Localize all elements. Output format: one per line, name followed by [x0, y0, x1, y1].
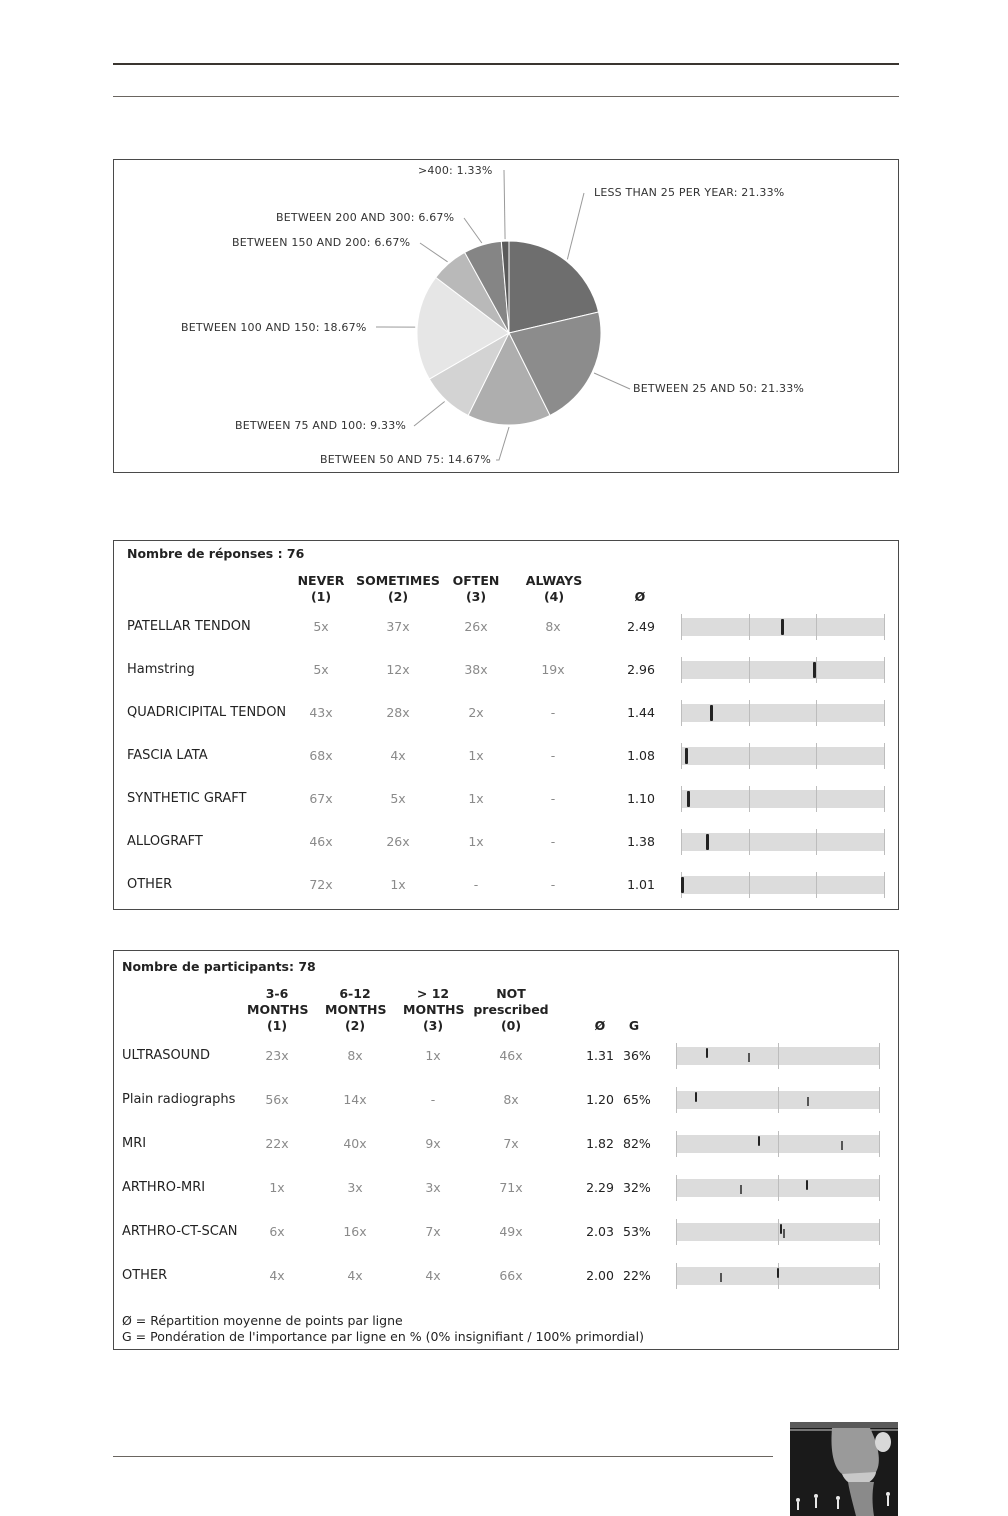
- grafts-count-cell: 1x: [468, 748, 484, 763]
- imaging-col-weight: G: [628, 1018, 640, 1033]
- bar-gridline: [879, 1131, 880, 1157]
- imaging-row-label: OTHER: [122, 1268, 168, 1283]
- imaging-count-cell: 1x: [425, 1048, 441, 1063]
- header-rule-second: [113, 96, 899, 97]
- imaging-mean-marker: [780, 1224, 782, 1234]
- grafts-mean-bar: [681, 833, 884, 851]
- imaging-weight-marker: [720, 1273, 722, 1282]
- grafts-table-title: Nombre de réponses : 76: [127, 546, 305, 561]
- grafts-table-panel: [113, 540, 899, 910]
- bar-gridline: [749, 614, 750, 640]
- bar-gridline: [884, 700, 885, 726]
- imaging-count-cell: 14x: [343, 1092, 367, 1107]
- bar-gridline: [778, 1043, 779, 1069]
- bar-gridline: [681, 786, 682, 812]
- pie-chart: [114, 160, 898, 472]
- imaging-weight-marker: [740, 1185, 742, 1194]
- bar-gridline: [778, 1175, 779, 1201]
- bar-gridline: [778, 1219, 779, 1245]
- imaging-weight-value: 22%: [623, 1268, 651, 1283]
- pie-leader-line: [420, 243, 448, 262]
- imaging-count-cell: 7x: [425, 1224, 441, 1239]
- imaging-mean-marker: [758, 1136, 760, 1146]
- bar-gridline: [816, 657, 817, 683]
- grafts-mean-value: 1.10: [627, 791, 655, 806]
- grafts-count-cell: -: [550, 791, 556, 806]
- grafts-count-cell: 28x: [386, 705, 410, 720]
- grafts-mean-value: 2.49: [627, 619, 655, 634]
- grafts-mean-marker: [706, 834, 709, 850]
- imaging-row-label: MRI: [122, 1136, 147, 1151]
- imaging-col-mean: Ø: [594, 1018, 606, 1033]
- imaging-count-cell: 22x: [265, 1136, 289, 1151]
- bar-gridline: [676, 1219, 677, 1245]
- imaging-mean-bar: [676, 1091, 879, 1109]
- imaging-count-cell: 66x: [499, 1268, 523, 1283]
- imaging-mean-value: 2.00: [586, 1268, 614, 1283]
- imaging-count-cell: 23x: [265, 1048, 289, 1063]
- imaging-mean-value: 1.82: [586, 1136, 614, 1151]
- grafts-count-cell: -: [550, 705, 556, 720]
- grafts-mean-bar: [681, 704, 884, 722]
- grafts-count-cell: 5x: [390, 791, 406, 806]
- bar-gridline: [816, 872, 817, 898]
- pie-leader-line: [496, 427, 509, 460]
- grafts-col-always: ALWAYS (4): [525, 573, 583, 604]
- bar-gridline: [879, 1175, 880, 1201]
- footer-rule: [113, 1456, 773, 1457]
- pie-leader-line: [414, 402, 445, 426]
- bar-gridline: [884, 829, 885, 855]
- grafts-mean-marker: [710, 705, 713, 721]
- pie-leader-line: [464, 218, 482, 243]
- pie-label-100-150: BETWEEN 100 AND 150: 18.67%: [181, 321, 367, 334]
- imaging-count-cell: 16x: [343, 1224, 367, 1239]
- bar-gridline: [884, 872, 885, 898]
- imaging-mean-bar: [676, 1135, 879, 1153]
- imaging-weight-marker: [807, 1097, 809, 1106]
- bar-gridline: [778, 1087, 779, 1113]
- grafts-mean-marker: [685, 748, 688, 764]
- grafts-mean-value: 1.01: [627, 877, 655, 892]
- imaging-table-title: Nombre de participants: 78: [122, 959, 316, 974]
- imaging-count-cell: 49x: [499, 1224, 523, 1239]
- imaging-count-cell: 3x: [425, 1180, 441, 1195]
- grafts-mean-value: 1.08: [627, 748, 655, 763]
- pie-label-75-100: BETWEEN 75 AND 100: 9.33%: [235, 419, 407, 432]
- imaging-count-cell: 4x: [425, 1268, 441, 1283]
- imaging-count-cell: 6x: [269, 1224, 285, 1239]
- imaging-count-cell: 46x: [499, 1048, 523, 1063]
- pie-leader-line: [504, 170, 505, 239]
- bar-gridline: [816, 829, 817, 855]
- imaging-row-label: ULTRASOUND: [122, 1048, 211, 1063]
- grafts-count-cell: 8x: [545, 619, 561, 634]
- bar-gridline: [816, 786, 817, 812]
- grafts-mean-marker: [681, 877, 684, 893]
- bar-gridline: [749, 829, 750, 855]
- imaging-weight-marker: [783, 1229, 785, 1238]
- grafts-count-cell: 1x: [390, 877, 406, 892]
- grafts-count-cell: 19x: [541, 662, 565, 677]
- legend-weight: G = Pondération de l'importance par ligne en % (0% insignifiant / 100% primordial): [122, 1329, 644, 1344]
- pie-label-25-50: BETWEEN 25 AND 50: 21.33%: [633, 382, 805, 395]
- imaging-mean-value: 2.03: [586, 1224, 614, 1239]
- imaging-count-cell: 40x: [343, 1136, 367, 1151]
- grafts-row-label: SYNTHETIC GRAFT: [127, 791, 247, 806]
- bar-gridline: [681, 614, 682, 640]
- imaging-table-panel: [113, 950, 899, 1350]
- grafts-count-cell: 38x: [464, 662, 488, 677]
- grafts-count-cell: 26x: [464, 619, 488, 634]
- imaging-weight-value: 65%: [623, 1092, 651, 1107]
- grafts-mean-value: 2.96: [627, 662, 655, 677]
- grafts-col-mean: Ø: [634, 589, 646, 604]
- imaging-weight-marker: [841, 1141, 843, 1150]
- pie-leader-line: [594, 373, 630, 389]
- imaging-weight-value: 36%: [623, 1048, 651, 1063]
- bar-gridline: [816, 700, 817, 726]
- bar-gridline: [879, 1263, 880, 1289]
- bar-gridline: [676, 1087, 677, 1113]
- imaging-count-cell: 9x: [425, 1136, 441, 1151]
- imaging-row-label: ARTHRO-CT-SCAN: [122, 1224, 238, 1239]
- bar-gridline: [884, 743, 885, 769]
- pie-label-over-400: >400: 1.33%: [418, 164, 493, 177]
- bar-gridline: [681, 700, 682, 726]
- pie-label-200-300: BETWEEN 200 AND 300: 6.67%: [276, 211, 455, 224]
- grafts-row-label: FASCIA LATA: [127, 748, 208, 763]
- grafts-count-cell: -: [550, 834, 556, 849]
- bar-gridline: [749, 786, 750, 812]
- imaging-count-cell: 71x: [499, 1180, 523, 1195]
- legend-mean: Ø = Répartition moyenne de points par ligne: [122, 1313, 403, 1328]
- bar-gridline: [676, 1175, 677, 1201]
- grafts-row-label: OTHER: [127, 877, 173, 892]
- imaging-count-cell: 4x: [347, 1268, 363, 1283]
- grafts-count-cell: -: [550, 877, 556, 892]
- imaging-weight-value: 82%: [623, 1136, 651, 1151]
- grafts-mean-marker: [781, 619, 784, 635]
- imaging-count-cell: -: [430, 1092, 436, 1107]
- imaging-col-3-6-months: 3-6 MONTHS (1): [247, 986, 309, 1033]
- grafts-mean-bar: [681, 790, 884, 808]
- imaging-count-cell: 8x: [347, 1048, 363, 1063]
- grafts-mean-bar: [681, 876, 884, 894]
- grafts-col-often: OFTEN (3): [452, 573, 500, 604]
- imaging-col-over-12-months: > 12 MONTHS (3): [403, 986, 465, 1033]
- knee-xray-logo-icon: [790, 1422, 898, 1516]
- grafts-count-cell: 1x: [468, 834, 484, 849]
- bar-gridline: [778, 1131, 779, 1157]
- grafts-count-cell: 46x: [309, 834, 333, 849]
- imaging-count-cell: 4x: [269, 1268, 285, 1283]
- grafts-mean-marker: [813, 662, 816, 678]
- bar-gridline: [884, 786, 885, 812]
- imaging-count-cell: 8x: [503, 1092, 519, 1107]
- imaging-row-label: Plain radiographs: [122, 1092, 236, 1107]
- grafts-count-cell: 1x: [468, 791, 484, 806]
- imaging-count-cell: 3x: [347, 1180, 363, 1195]
- imaging-mean-marker: [695, 1092, 697, 1102]
- bar-gridline: [749, 657, 750, 683]
- imaging-count-cell: 1x: [269, 1180, 285, 1195]
- pie-label-50-75: BETWEEN 50 AND 75: 14.67%: [320, 453, 492, 466]
- pie-label-less-than-25: LESS THAN 25 PER YEAR: 21.33%: [594, 186, 785, 199]
- imaging-mean-value: 1.20: [586, 1092, 614, 1107]
- bar-gridline: [681, 743, 682, 769]
- imaging-mean-bar: [676, 1047, 879, 1065]
- imaging-count-cell: 56x: [265, 1092, 289, 1107]
- imaging-weight-marker: [748, 1053, 750, 1062]
- grafts-col-sometimes: SOMETIMES (2): [356, 573, 440, 604]
- bar-gridline: [879, 1087, 880, 1113]
- imaging-row-label: ARTHRO-MRI: [122, 1180, 206, 1195]
- imaging-mean-marker: [777, 1268, 779, 1278]
- imaging-col-6-12-months: 6-12 MONTHS (2): [325, 986, 387, 1033]
- bar-gridline: [884, 614, 885, 640]
- grafts-count-cell: -: [550, 748, 556, 763]
- pie-leader-line: [567, 193, 584, 259]
- grafts-count-cell: 2x: [468, 705, 484, 720]
- grafts-row-label: PATELLAR TENDON: [127, 619, 251, 634]
- bar-gridline: [676, 1263, 677, 1289]
- bar-gridline: [749, 700, 750, 726]
- bar-gridline: [879, 1219, 880, 1245]
- bar-gridline: [681, 829, 682, 855]
- imaging-mean-marker: [806, 1180, 808, 1190]
- grafts-mean-marker: [687, 791, 690, 807]
- imaging-col-not-prescribed: NOT prescribed (0): [473, 986, 549, 1033]
- imaging-count-cell: 7x: [503, 1136, 519, 1151]
- grafts-count-cell: 4x: [390, 748, 406, 763]
- pie-label-150-200: BETWEEN 150 AND 200: 6.67%: [232, 236, 411, 249]
- grafts-count-cell: 5x: [313, 619, 329, 634]
- grafts-count-cell: 26x: [386, 834, 410, 849]
- imaging-mean-value: 1.31: [586, 1048, 614, 1063]
- grafts-mean-bar: [681, 618, 884, 636]
- imaging-mean-marker: [706, 1048, 708, 1058]
- grafts-count-cell: 37x: [386, 619, 410, 634]
- bar-gridline: [884, 657, 885, 683]
- grafts-mean-value: 1.38: [627, 834, 655, 849]
- bar-gridline: [676, 1043, 677, 1069]
- bar-gridline: [749, 872, 750, 898]
- grafts-row-label: ALLOGRAFT: [127, 834, 203, 849]
- imaging-mean-bar: [676, 1223, 879, 1241]
- grafts-mean-value: 1.44: [627, 705, 655, 720]
- grafts-row-label: Hamstring: [127, 662, 195, 677]
- imaging-weight-value: 32%: [623, 1180, 651, 1195]
- bar-gridline: [879, 1043, 880, 1069]
- grafts-col-never: NEVER (1): [297, 573, 345, 604]
- grafts-count-cell: -: [473, 877, 479, 892]
- imaging-weight-value: 53%: [623, 1224, 651, 1239]
- grafts-count-cell: 43x: [309, 705, 333, 720]
- grafts-count-cell: 5x: [313, 662, 329, 677]
- header-rule-top: [113, 63, 899, 65]
- grafts-count-cell: 12x: [386, 662, 410, 677]
- bar-gridline: [749, 743, 750, 769]
- grafts-count-cell: 67x: [309, 791, 333, 806]
- bar-gridline: [676, 1131, 677, 1157]
- bar-gridline: [816, 614, 817, 640]
- bar-gridline: [816, 743, 817, 769]
- grafts-mean-bar: [681, 747, 884, 765]
- grafts-row-label: QUADRICIPITAL TENDON: [127, 705, 287, 720]
- pie-chart-panel: [113, 159, 899, 473]
- imaging-mean-value: 2.29: [586, 1180, 614, 1195]
- grafts-mean-bar: [681, 661, 884, 679]
- grafts-count-cell: 72x: [309, 877, 333, 892]
- imaging-mean-bar: [676, 1267, 879, 1285]
- imaging-mean-bar: [676, 1179, 879, 1197]
- bar-gridline: [681, 657, 682, 683]
- grafts-count-cell: 68x: [309, 748, 333, 763]
